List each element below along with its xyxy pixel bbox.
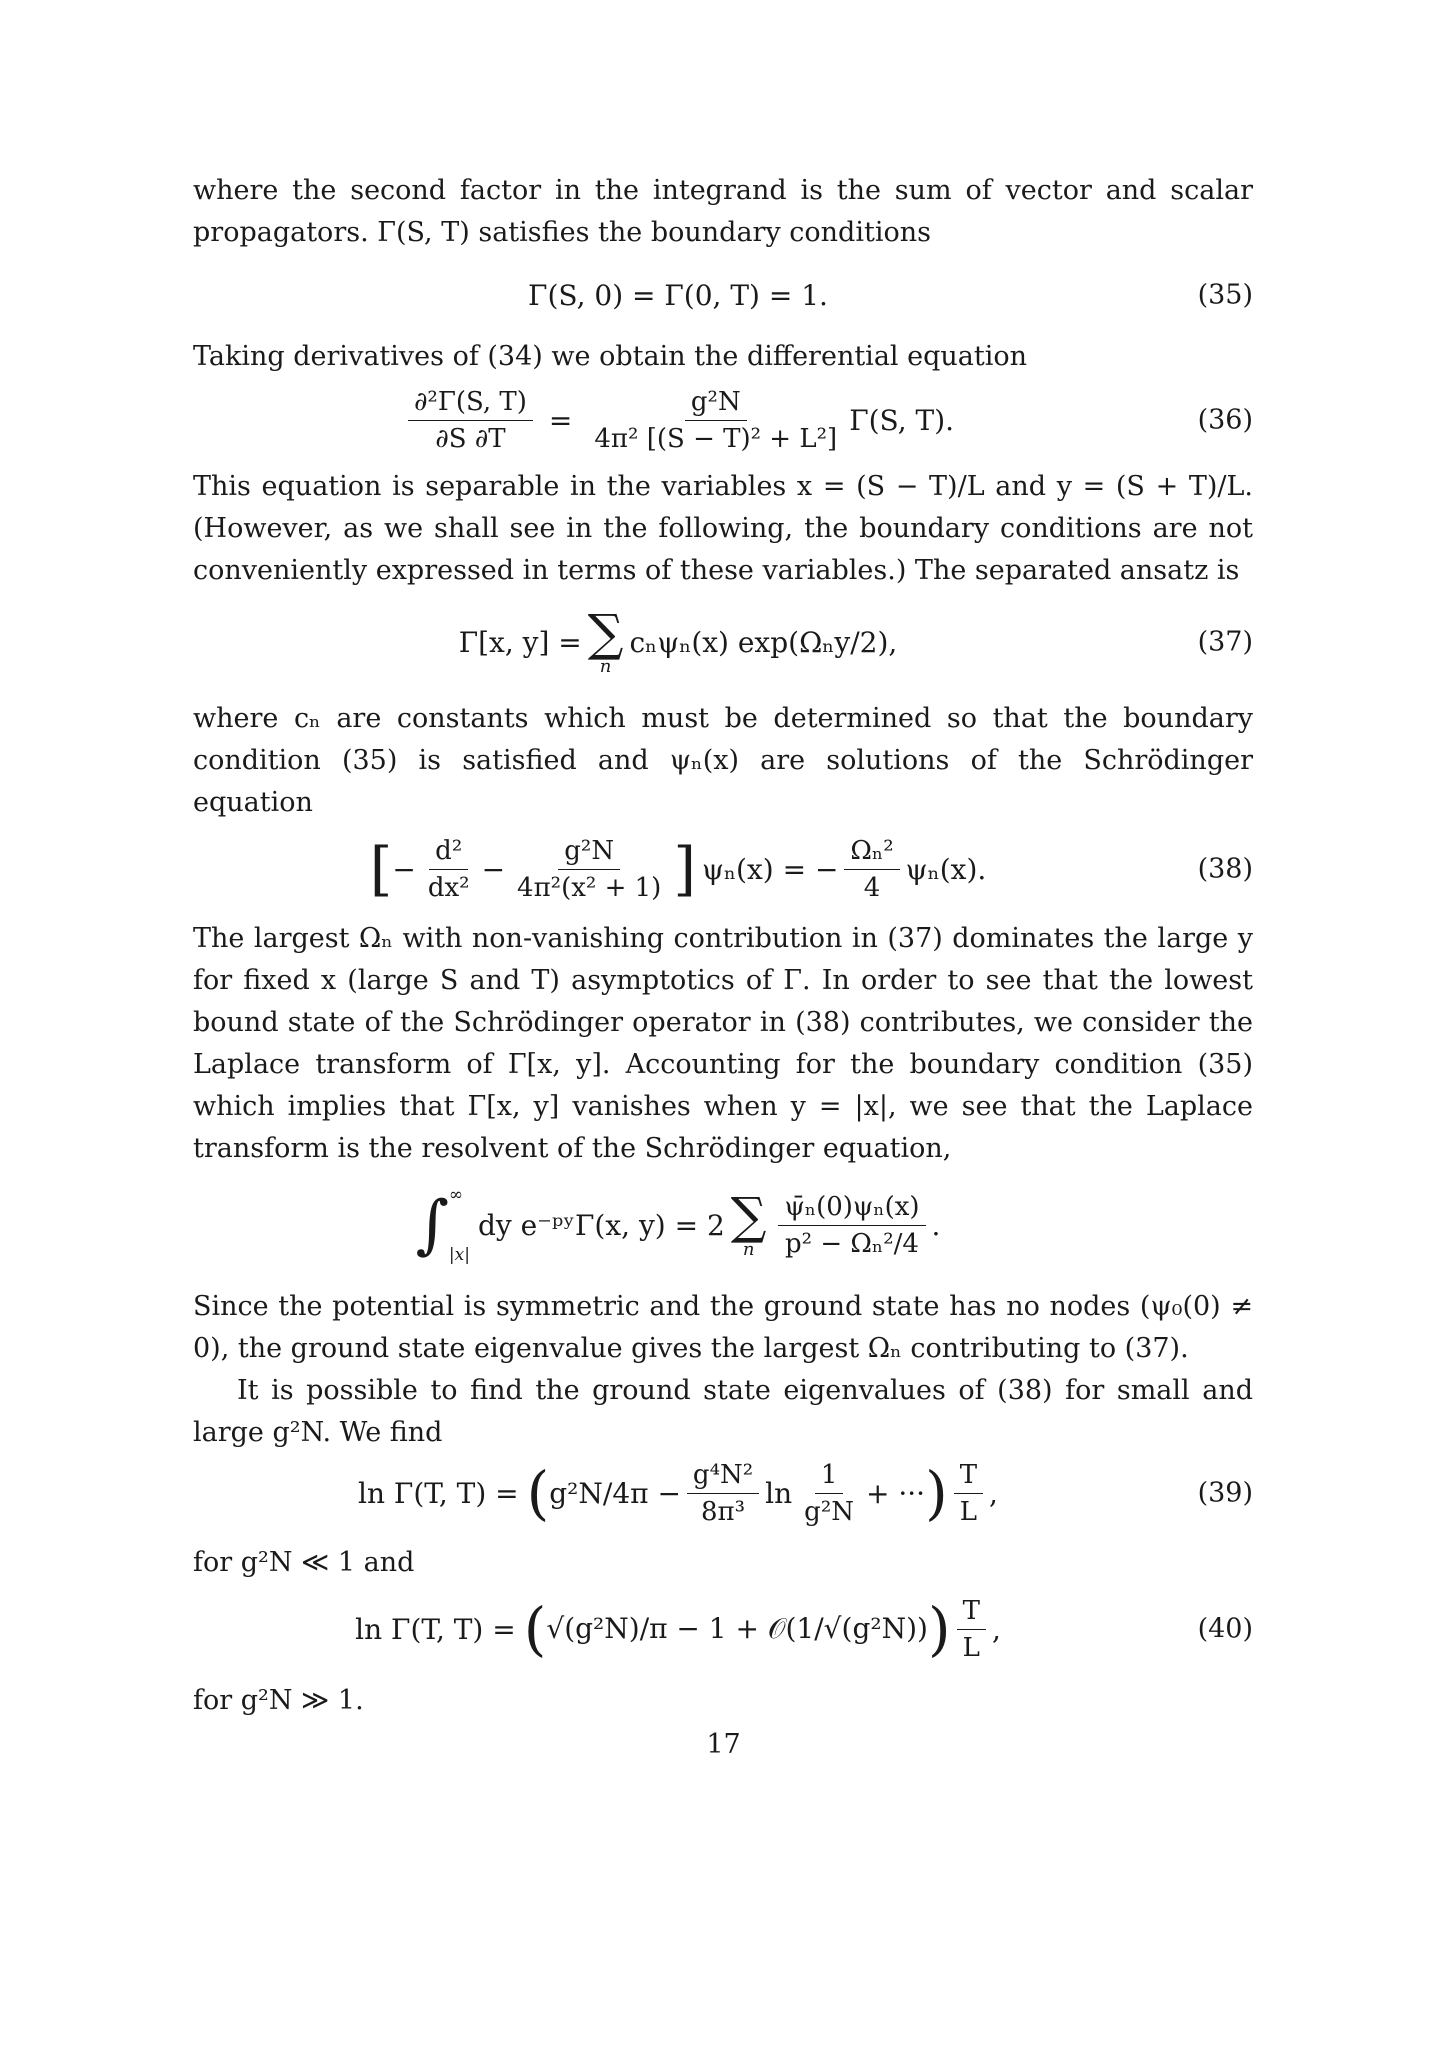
paragraph-8: for g²N ≪ 1 and [193,1547,415,1578]
equation-37-number: (37) [1197,626,1253,658]
equation-35 [193,264,1253,326]
paragraph-2: Taking derivatives of (34) we obtain the differential equation [193,341,1028,372]
equation-40: ln Γ(T, T) = ( √(g²N)/π − 1 + 𝒪(1/√(g²N)) ) $\frac{T}{L}$ , (40) [355,1595,1253,1663]
equation-36-rhs-fraction: $\frac{\text{g²N}}{\text{4π² [(S − T)² + L²]}}$ [594,386,838,454]
page-body [193,170,1253,1722]
summation-symbol: ∑ n [587,604,624,677]
paragraph-4: where cₙ are constants which must be determined so that the boundary condition (35) is satisfied and ψₙ(x) are solutions of the Schrödinger equation [193,703,1253,818]
integral-symbol: ∫ ∞ |x| [415,1185,470,1265]
paragraph-9: for g²N ≫ 1. [193,1685,364,1716]
equation-38-number: (38) [1197,853,1253,885]
equation-35-body: Γ(S, 0) = Γ(0, T) = 1. [528,278,828,312]
paragraph-5: The largest Ωₙ with non-vanishing contribution in (37) dominates the large y for fixed x (large S and T) asymptotics of Γ. In order to see that the lowest bound state of the Schrödinger operator in (38) contributes, we consider the Laplace transform of Γ[x, y]. Accounting for the boundary condition (35) which implies that Γ[x, y] vanishes when y = |x|, we see that the Laplace transform is the resolvent of the Schrödinger equation, [193,923,1253,1164]
paragraph-7: It is possible to find the ground state eigenvalues of (38) for small and large g²N. We find [193,1375,1253,1448]
equation-39: ln Γ(T, T) = ( g²N/4π − $\frac{\text{g⁴N²}}{\text{8π³}}$ ln $\frac{1}{\text{g²N}}$ + ··· ) $\frac{T}{L}$ , (39) [358,1459,1253,1527]
page-number: 17 [706,1729,741,1760]
equation-36: $\frac{\text{∂²Γ(S, T)}}{\partial S \partial T}$ = $\frac{\text{g²N}}{\text{4π² [(S − T)² + L²]}}$ Γ(S, T). (36) [193,378,1253,462]
equation-laplace: ∫ ∞ |x| dy e⁻ᵖʸΓ(x, y) = 2 ∑ n $\frac{\text{ψ̄ₙ(0)ψₙ(x)}}{\text{p² − Ωₙ²/4}}$ . [415,1185,941,1265]
equation-38: [ − $\frac{\text{d²}}{\text{dx²}}$ − $\frac{\text{g²N}}{\text{4π²(x² + 1)}}$ ] ψₙ(x) = − $\frac{\text{Ωₙ²}}{4}$ ψₙ(x). (38) [369,835,1253,903]
equation-36-lhs-fraction: $\frac{\text{∂²Γ(S, T)}}{\partial S \partial T}$ [408,386,533,455]
paragraph-1: where the second factor in the integrand is the sum of vector and scalar propagators. Γ(S, T) satisfies the boundary conditions [193,175,1253,248]
equation-40-number: (40) [1197,1613,1253,1645]
paragraph-3: This equation is separable in the variables x = (S − T)/L and y = (S + T)/L. (However, as we shall see in the following, the boundary conditions are not conveniently expressed in terms of these variables.) The separated ansatz is [193,471,1253,586]
equation-37: Γ[x, y] = ∑ n cₙψₙ(x) exp(Ωₙy/2), (37) [458,604,1253,677]
equation-35-number: (35) [1197,279,1253,311]
equation-36-number: (36) [1197,404,1253,436]
paragraph-6: Since the potential is symmetric and the ground state has no nodes (ψ₀(0) ≠ 0), the ground state eigenvalue gives the largest Ωₙ contributing to (37). [193,1291,1253,1364]
equation-39-number: (39) [1197,1477,1253,1509]
